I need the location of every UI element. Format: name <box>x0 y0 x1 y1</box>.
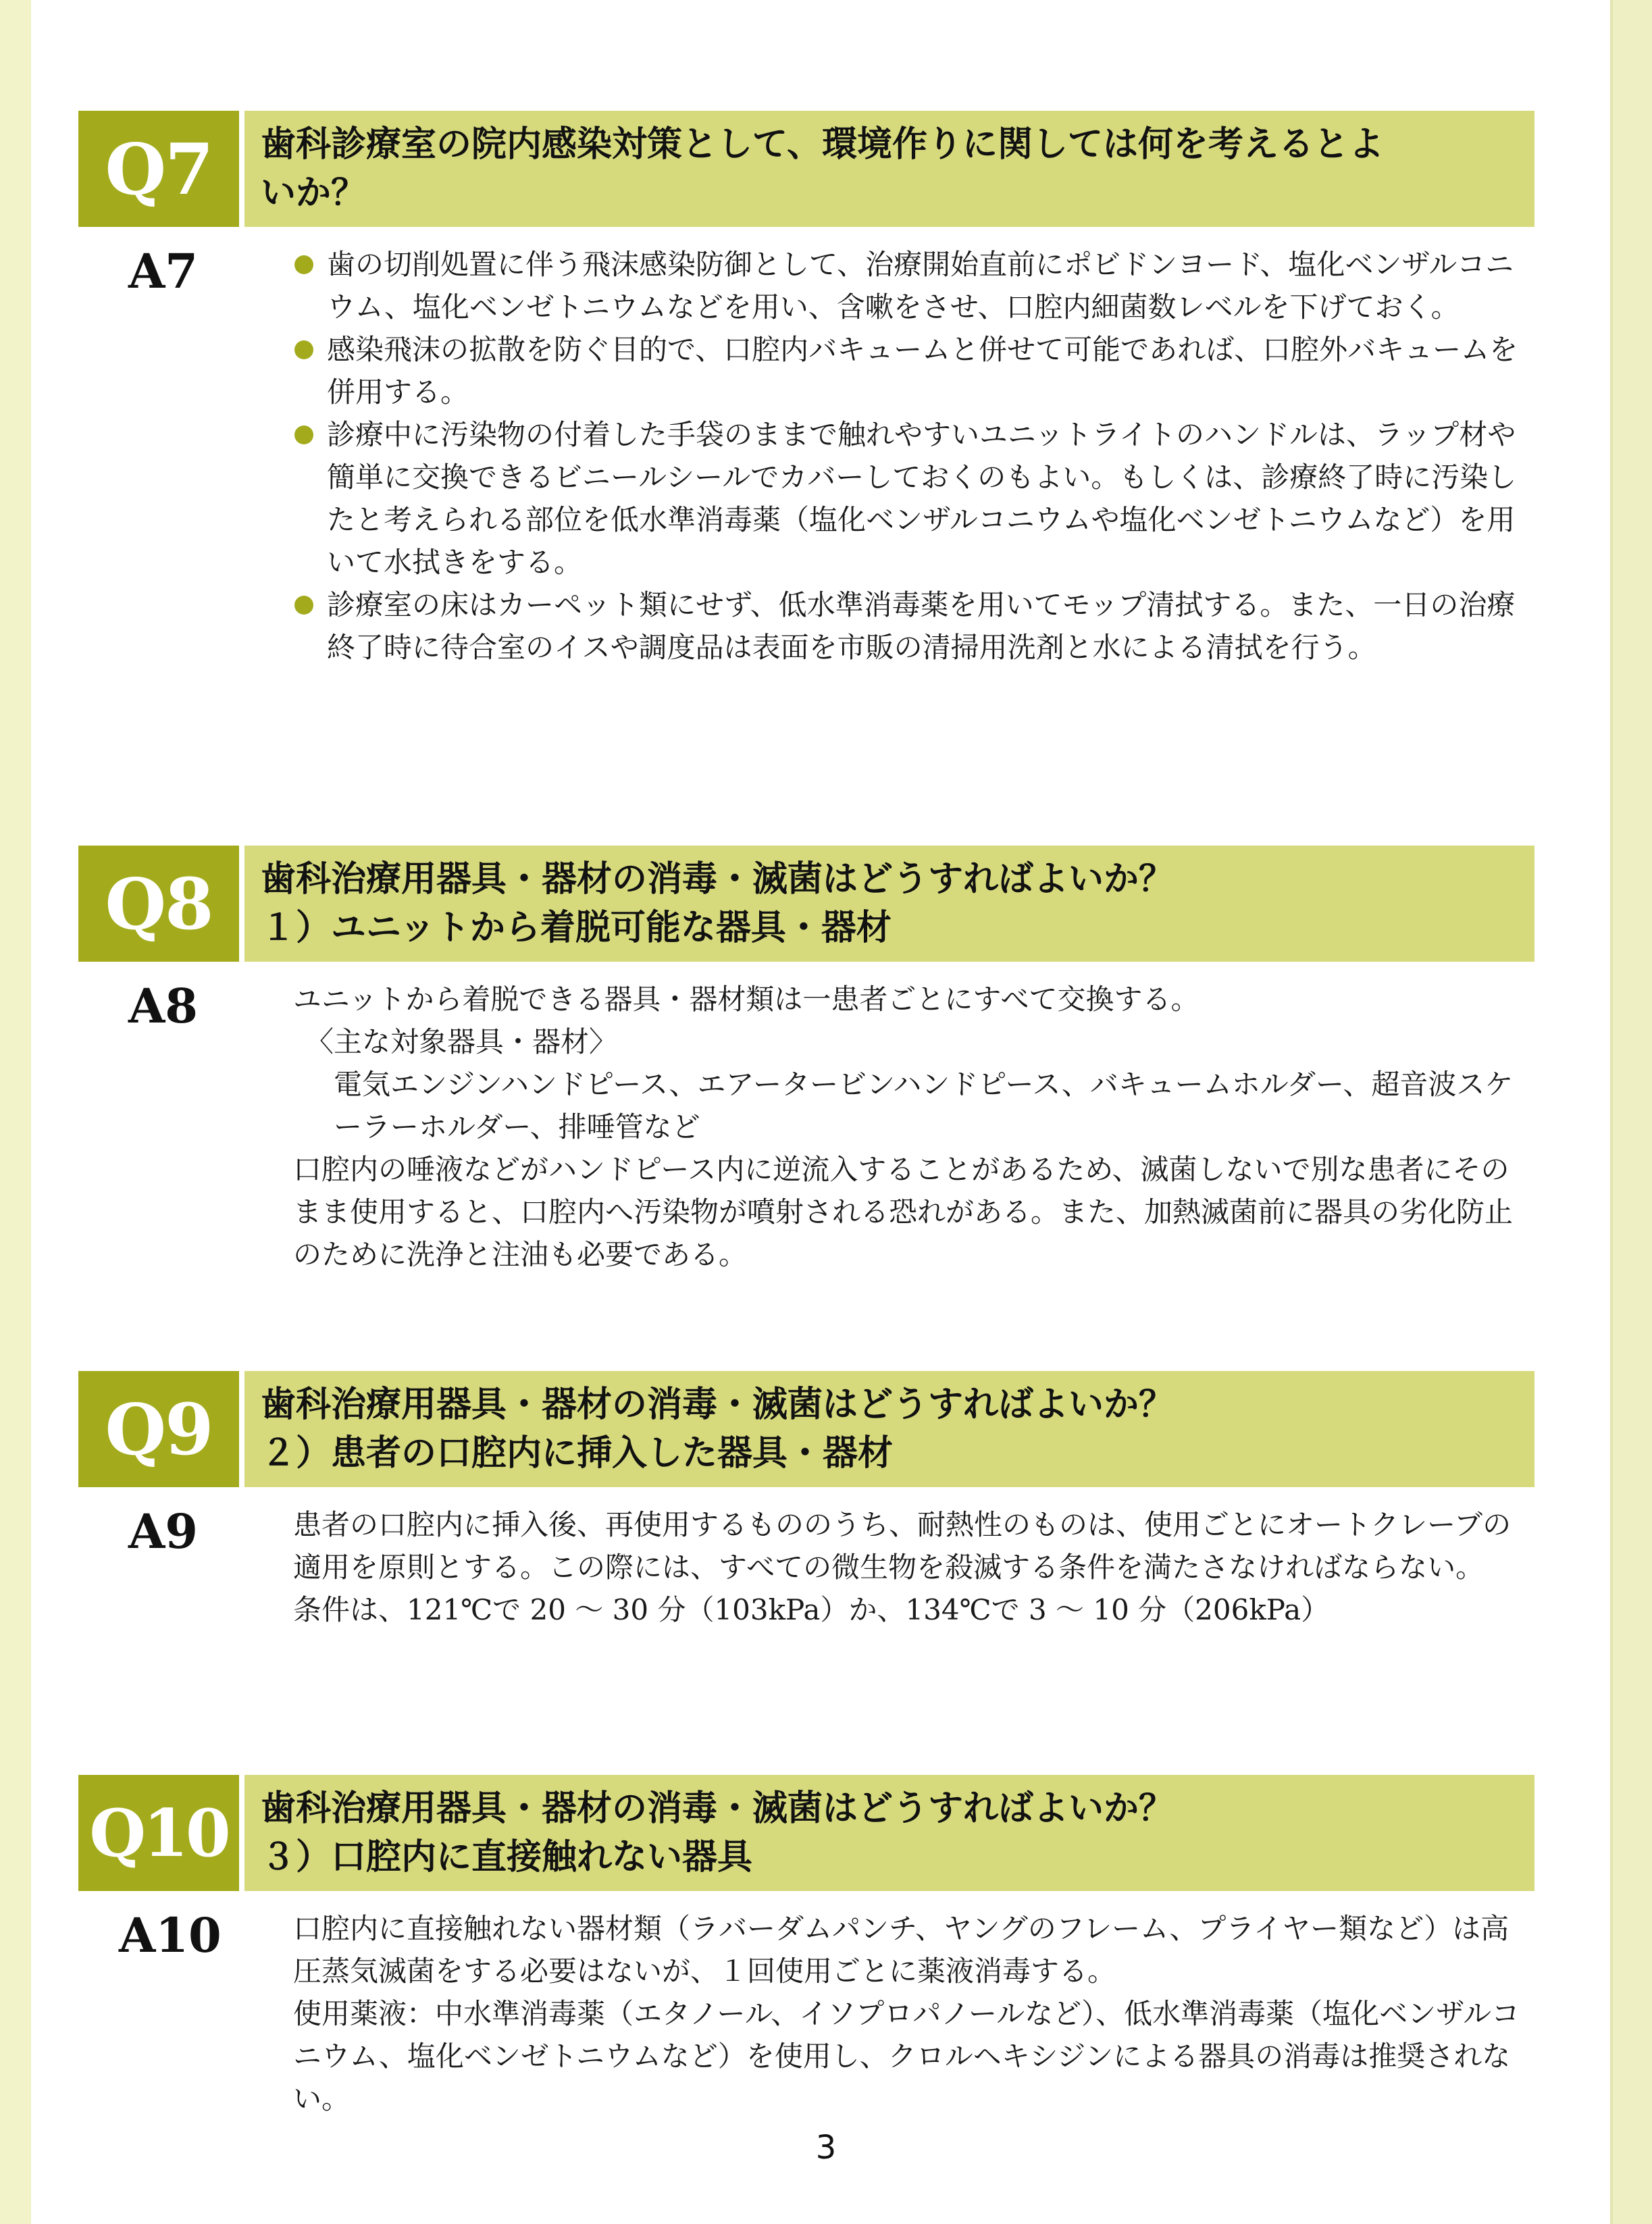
question-bar <box>78 111 1534 227</box>
bullet-dot-icon <box>294 340 313 359</box>
answer-intro: ユニットから着脱できる器具・器材類は一患者ごとにすべて交換する。 <box>293 983 1199 1016</box>
question-label: Q10 <box>78 1775 239 1891</box>
bullet-item <box>293 243 1529 328</box>
answer-body <box>293 243 1529 669</box>
page-edge-right <box>1610 0 1652 2224</box>
question-label: Q7 <box>78 111 239 227</box>
answer-drugs: 使用薬液：中水準消毒薬（エタノール、イソプロパノールなど）、低水準消毒薬（塩化ベンザルコニウム、塩化ベンゼトニウムなど）を使用し、クロルヘキシジンによる器具の消毒は推奨されない。 <box>293 1997 1520 2115</box>
page-number: 3 <box>815 2129 837 2167</box>
bullet-item <box>293 584 1529 669</box>
question-line: 歯科治療用器具・器材の消毒・滅菌はどうすればよいか？ <box>261 1788 1175 1829</box>
answer-label: A9 <box>128 1503 199 1559</box>
answer-body <box>293 1907 1529 2120</box>
section-q7 <box>78 111 1534 779</box>
bullet-item <box>293 413 1529 584</box>
answer-label: A7 <box>128 243 199 299</box>
answer-condition: 条件は、121℃で 20 ～ 30 分（103kPa）か、134℃で 3 ～ 10 分（206kPa） <box>293 1593 1330 1626</box>
question-line: ３）口腔内に直接触れない器具 <box>261 1837 753 1878</box>
bullet-dot-icon <box>294 255 313 274</box>
question-bar <box>78 1775 1534 1891</box>
answer-body <box>293 1503 1529 1631</box>
question-text <box>244 846 1534 962</box>
question-line: 歯科診療室の院内感染対策として、環境作りに関しては何を考えるとよ <box>261 124 1384 165</box>
answer-paragraph: 口腔内の唾液などがハンドピース内に逆流入することがあるため、滅菌しないで別な患者にそのまま使用すると、口腔内へ汚染物が噴射される恐れがある。また、加熱滅菌前に器具の劣化防止のために洗浄と注油も必要である。 <box>293 1153 1514 1271</box>
bullet-text: 診療室の床はカーペット類にせず、低水準消毒薬を用いてモップ清拭する。また、一日の治療終了時に待合室のイスや調度品は表面を市販の清掃用洗剤と水による清拭を行う。 <box>327 588 1516 664</box>
question-line: いか？ <box>261 173 367 213</box>
answer-label: A8 <box>128 978 199 1034</box>
question-line: ２）患者の口腔内に挿入した器具・器材 <box>261 1433 894 1474</box>
answer-paragraph: 口腔内に直接触れない器材類（ラバーダムパンチ、ヤングのフレーム、プライヤー類など）は高圧蒸気滅菌をする必要はないが、１回使用ごとに薬液消毒する。 <box>293 1912 1509 1988</box>
bullet-text: 歯の切削処置に伴う飛沫感染防御として、治療開始直前にポビドンヨード、塩化ベンザルコニウム、塩化ベンゼトニウムなどを用い、含嗽をさせ、口腔内細菌数レベルを下げておく。 <box>327 248 1514 324</box>
question-bar <box>78 1371 1534 1487</box>
answer-items: 電気エンジンハンドピース、エアータービンハンドピース、バキュームホルダー、超音波スケーラーホルダー、排唾管など <box>334 1068 1514 1143</box>
question-bar <box>78 846 1534 962</box>
question-text <box>244 1775 1534 1891</box>
bullet-dot-icon <box>294 596 313 615</box>
bullet-item <box>293 328 1529 413</box>
question-line: １）ユニットから着脱可能な器具・器材 <box>261 908 892 948</box>
bullet-text: 感染飛沫の拡散を防ぐ目的で、口腔内バキュームと併せて可能であれば、口腔外バキュームを併用する。 <box>327 333 1518 409</box>
question-line: 歯科治療用器具・器材の消毒・滅菌はどうすればよいか？ <box>261 1385 1175 1425</box>
section-q8 <box>78 846 1534 1285</box>
question-line: 歯科治療用器具・器材の消毒・滅菌はどうすればよいか？ <box>261 859 1175 900</box>
answer-label: A10 <box>119 1907 222 1963</box>
question-text <box>244 1371 1534 1487</box>
question-label: Q8 <box>78 846 239 962</box>
bullet-text: 診療中に汚染物の付着した手袋のままで触れやすいユニットライトのハンドルは、ラップ材や簡単に交換できるビニールシールでカバーしておくのもよい。もしくは、診療終了時に汚染したと考えられる部位を低水準消毒薬（塩化ベンザルコニウムや塩化ベンゼトニウムなど）を用いて水拭きをする。 <box>327 418 1517 579</box>
answer-body <box>293 978 1529 1276</box>
question-label: Q9 <box>78 1371 239 1487</box>
section-q9 <box>78 1371 1534 1709</box>
question-text <box>244 111 1534 227</box>
answer-paragraph: 患者の口腔内に挿入後、再使用するもののうち、耐熱性のものは、使用ごとにオートクレーブの適用を原則とする。この際には、すべての微生物を殺滅する条件を満たさなければならない。 <box>293 1508 1512 1584</box>
answer-subhead: 〈主な対象器具・器材〉 <box>305 1025 618 1058</box>
bullet-dot-icon <box>294 425 313 444</box>
section-q10 <box>78 1775 1534 2126</box>
page-edge-left <box>0 0 31 2224</box>
